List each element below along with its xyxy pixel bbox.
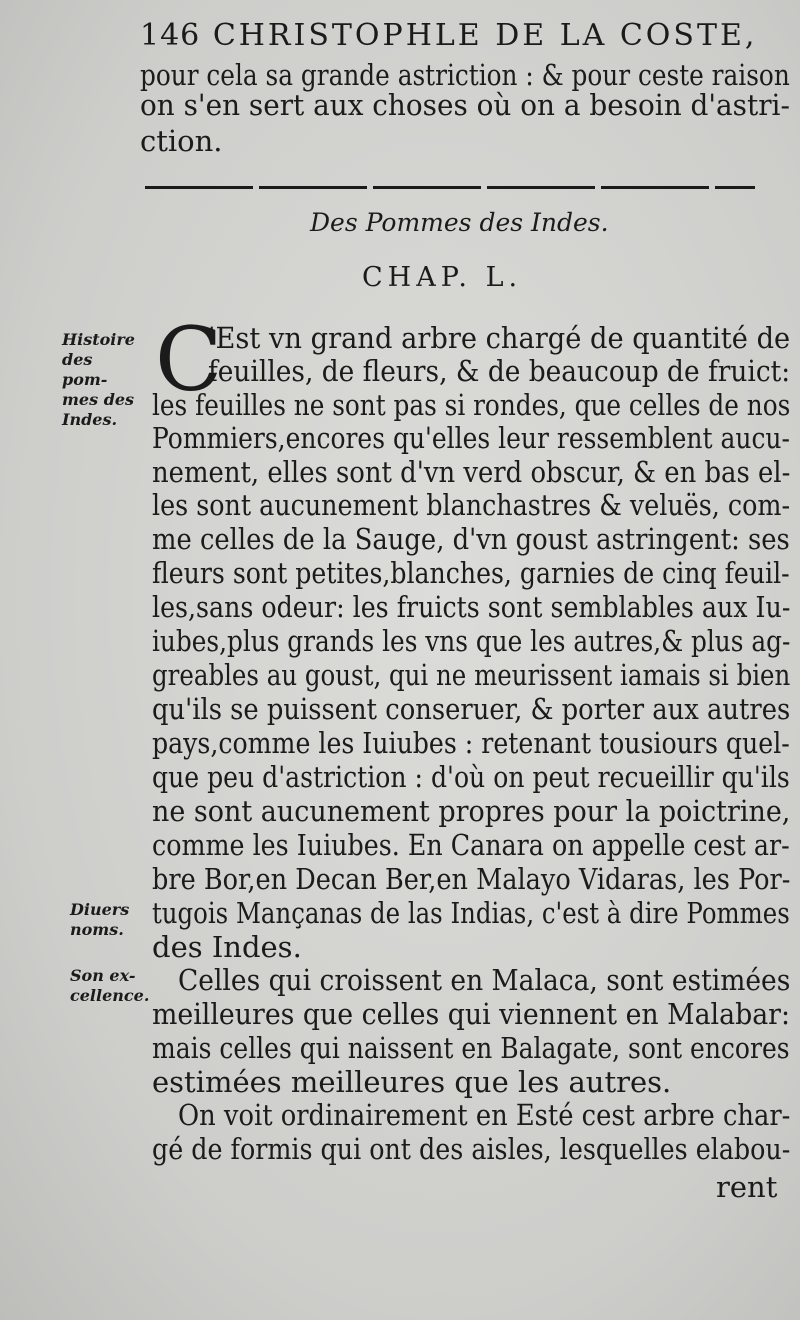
text-line: ction. xyxy=(140,124,223,158)
text-line: les sont aucunement blanchastres & veluës, com- xyxy=(152,488,791,522)
text-line: qu'ils se puissent conseruer, & porter aux autres xyxy=(152,692,791,726)
drop-cap: C xyxy=(155,308,223,411)
catchword: rent xyxy=(716,1170,778,1204)
section-title: Des Pommes des Indes. xyxy=(310,208,609,237)
text-line: pays,comme les Iuiubes : retenant tousiours quel- xyxy=(152,726,790,760)
section-divider xyxy=(145,186,755,189)
running-header xyxy=(140,18,757,53)
text-line: gé de formis qui ont des aisles, lesquelles elabou- xyxy=(152,1132,791,1166)
margin-note: Histoire des pom- mes des Indes. xyxy=(62,330,135,429)
margin-note: Diuers noms. xyxy=(70,900,130,939)
text-line: tugois Mançanas de las Indias, c'est à dire Pommes xyxy=(152,896,790,930)
text-line: me celles de la Sauge, d'vn goust astringent: ses xyxy=(152,522,790,556)
text-line: Pommiers,encores qu'elles leur ressemblent aucu- xyxy=(152,421,790,455)
chapter-heading: CHAP. L. xyxy=(362,262,523,293)
margin-note: Son ex- cellence. xyxy=(70,966,150,1005)
text-line: des Indes. xyxy=(152,930,302,964)
text-line: les,sans odeur: les fruicts sont semblables aux Iu- xyxy=(152,590,791,624)
text-line: On voit ordinairement en Esté cest arbre char- xyxy=(178,1098,791,1132)
text-line: pour cela sa grande astriction : & pour ceste raison xyxy=(140,58,790,92)
text-line: on s'en sert aux choses où on a besoin d'astri- xyxy=(140,88,790,122)
page-number: 146 xyxy=(140,18,201,53)
text-line: que peu d'astriction : d'où on peut recueillir qu'ils xyxy=(152,760,790,794)
text-line: bre Bor,en Decan Ber,en Malayo Vidaras, les Por- xyxy=(152,862,791,896)
text-line: 'Est vn grand arbre chargé de quantité de xyxy=(208,321,791,355)
text-line: estimées meilleures que les autres. xyxy=(152,1065,672,1099)
text-line: mais celles qui naissent en Balagate, sont encores xyxy=(152,1031,790,1065)
text-line: meilleures que celles qui viennent en Malabar: xyxy=(152,997,791,1031)
text-line: ne sont aucunement propres pour la poictrine, xyxy=(152,794,791,828)
running-title: CHRISTOPHLE DE LA COSTE, xyxy=(212,18,758,53)
text-line: feuilles, de fleurs, & de beaucoup de fruict: xyxy=(208,354,791,388)
text-line: iubes,plus grands les vns que les autres,& plus ag- xyxy=(152,624,791,658)
text-line: les feuilles ne sont pas si rondes, que celles de nos xyxy=(152,388,791,422)
text-line: Celles qui croissent en Malaca, sont estimées xyxy=(178,963,791,997)
text-line: greables au goust, qui ne meurissent iamais si bien xyxy=(152,658,791,692)
text-line: comme les Iuiubes. En Canara on appelle cest ar- xyxy=(152,828,790,862)
text-line: fleurs sont petites,blanches, garnies de cinq feuil- xyxy=(152,556,790,590)
text-line: nement, elles sont d'vn verd obscur, & en bas el- xyxy=(152,455,791,489)
